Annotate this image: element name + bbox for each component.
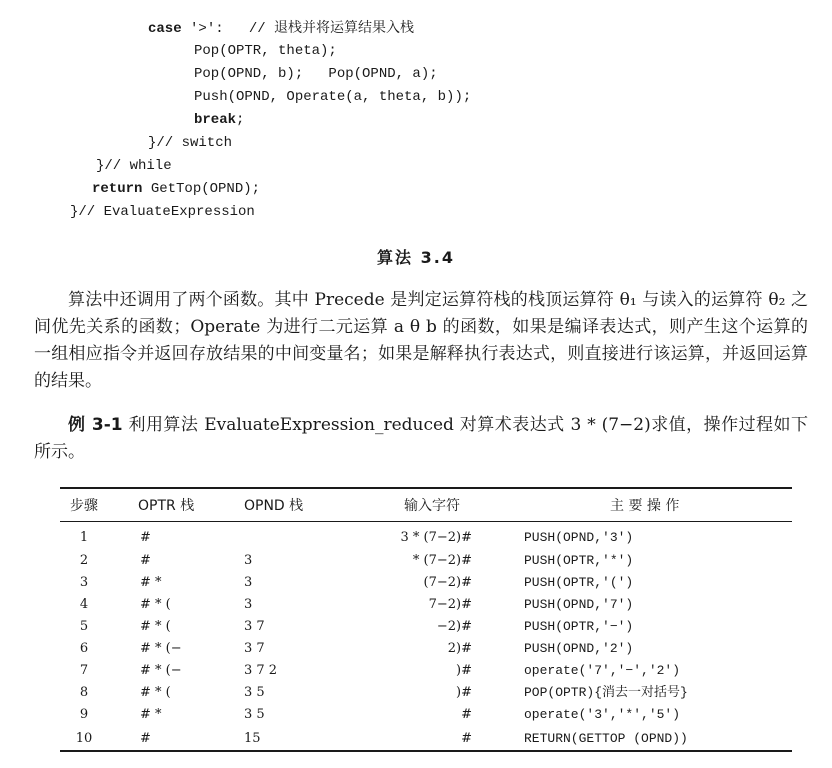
cell-optr-stack: # (140, 731, 151, 746)
cell-step: 9 (79, 707, 89, 722)
code-line (148, 134, 232, 152)
code-line (96, 157, 172, 175)
cell-opnd-stack: 3 7 (244, 641, 265, 656)
cell-input: )# (456, 663, 472, 678)
header-optr: OPTR 栈 (138, 498, 195, 514)
cell-step: 4 (79, 597, 89, 612)
cell-step: 3 (79, 575, 89, 590)
cell-input: 2)# (447, 641, 472, 656)
code-line (70, 203, 255, 221)
cell-operation: operate('3','*','5') (524, 707, 681, 722)
code-text: ; (236, 112, 245, 128)
cell-opnd-stack: 3 7 (244, 619, 265, 634)
example-label: 例 3-1 (68, 415, 123, 435)
cell-opnd-stack: 3 5 (244, 685, 265, 700)
example-paragraph (34, 412, 808, 466)
cell-step: 7 (79, 663, 89, 678)
cell-optr-stack: # * (− (140, 641, 182, 656)
code-text: Pop(OPTR, theta); (194, 43, 337, 59)
code-text: '>': // 退栈并将运算结果入栈 (181, 21, 415, 37)
cell-step: 1 (79, 530, 89, 545)
cell-opnd-stack: 3 (244, 553, 253, 568)
example-text (34, 412, 808, 466)
code-text: }// switch (148, 135, 233, 151)
table-top-rule (60, 487, 792, 489)
code-line (194, 111, 244, 129)
code-text: GetTop(OPND); (142, 181, 261, 197)
cell-operation: PUSH(OPTR,'(') (524, 575, 634, 590)
header-operation: 主 要 操 作 (610, 498, 680, 514)
cell-operation: operate('7','−','2') (524, 663, 681, 678)
code-line (194, 88, 471, 106)
cell-step: 10 (75, 731, 93, 746)
table-header-rule (60, 521, 792, 522)
cell-operation: PUSH(OPTR,'−') (524, 619, 634, 634)
cell-input: * (7−2)# (412, 553, 472, 568)
cell-optr-stack: # * (140, 707, 162, 722)
cell-operation: PUSH(OPND,'2') (524, 641, 634, 656)
code-text: Pop(OPND, b); Pop(OPND, a); (194, 66, 438, 82)
cell-opnd-stack: 3 (244, 597, 253, 612)
code-text: Push(OPND, Operate(a, theta, b)); (194, 89, 472, 105)
header-step: 步骤 (70, 498, 98, 514)
cell-optr-stack: # * (− (140, 663, 182, 678)
cell-optr-stack: # * (140, 575, 162, 590)
cell-operation: RETURN(GETTOP (OPND)) (524, 731, 688, 746)
cell-operation: PUSH(OPND,'3') (524, 530, 634, 545)
cell-step: 6 (79, 641, 89, 656)
example-body: 利用算法 EvaluateExpression_reduced 对算术表达式 3 * (7−2)求值，操作过程如下所示。 (34, 415, 809, 462)
code-line (148, 20, 414, 38)
description-paragraph (34, 287, 808, 395)
code-line (194, 42, 337, 60)
description-text: 算法中还调用了两个函数。其中 Precede 是判定运算符栈的栈顶运算符 θ₁ 与读入的运算符 θ₂ 之间优先关系的函数；Operate 为进行二元运算 a θ b 的函数，如果是编译表达式，则产生这个运算的一组相应指令并返回存放结果的中间变量名；如果是解释执行表达式，则直接进行该运算，并返回运算的结果。 (34, 290, 808, 391)
cell-input: # (461, 731, 472, 746)
cell-step: 8 (79, 685, 89, 700)
cell-input: (7−2)# (423, 575, 472, 590)
cell-operation: POP(OPTR){消去一对括号} (524, 685, 688, 700)
code-line (92, 180, 260, 198)
cell-input: 3 * (7−2)# (400, 530, 472, 545)
cell-input: −2)# (436, 619, 472, 634)
table-bottom-rule (60, 750, 792, 752)
cell-input: )# (456, 685, 472, 700)
cell-operation: PUSH(OPTR,'*') (524, 553, 634, 568)
cell-optr-stack: # (140, 553, 151, 568)
code-text: }// EvaluateExpression (70, 204, 255, 220)
header-opnd: OPND 栈 (244, 498, 304, 514)
cell-optr-stack: # * ( (140, 685, 171, 700)
cell-optr-stack: # (140, 530, 151, 545)
cell-opnd-stack: 3 (244, 575, 253, 590)
code-keyword: break (194, 112, 237, 128)
cell-input: # (461, 707, 472, 722)
algorithm-caption: 算法 3.4 (377, 248, 455, 267)
code-text: }// while (96, 158, 172, 174)
cell-step: 2 (79, 553, 89, 568)
cell-opnd-stack: 15 (244, 731, 261, 746)
cell-input: 7−2)# (428, 597, 472, 612)
header-input: 输入字符 (404, 498, 460, 514)
code-keyword: case (148, 21, 182, 37)
code-line (194, 65, 438, 83)
cell-step: 5 (79, 619, 89, 634)
cell-opnd-stack: 3 5 (244, 707, 265, 722)
cell-optr-stack: # * ( (140, 597, 171, 612)
cell-opnd-stack: 3 7 2 (244, 663, 278, 678)
cell-operation: PUSH(OPND,'7') (524, 597, 634, 612)
code-keyword: return (92, 181, 143, 197)
cell-optr-stack: # * ( (140, 619, 171, 634)
